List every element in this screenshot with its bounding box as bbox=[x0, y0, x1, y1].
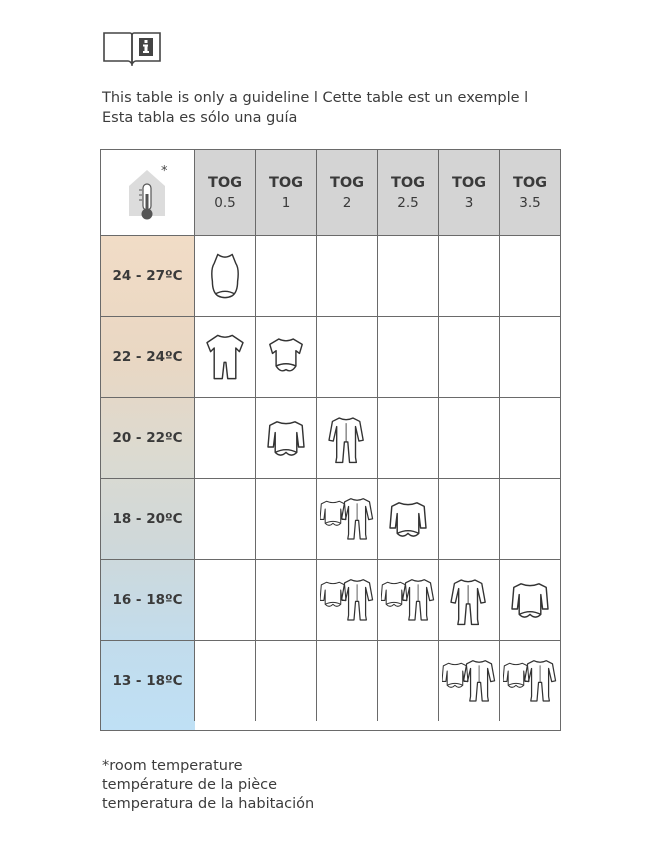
table-cell bbox=[378, 317, 439, 398]
table-cell bbox=[256, 479, 317, 560]
bodysuit-and-sleepsuit-icon bbox=[381, 573, 435, 627]
intro-line-1: This table is only a guideline l Cette table est un exemple l bbox=[102, 90, 529, 106]
table-cell bbox=[439, 560, 500, 641]
table-cell bbox=[317, 236, 378, 317]
house-thermometer-icon bbox=[125, 164, 169, 224]
short-sleeve-bodysuit-icon bbox=[259, 330, 313, 384]
table-cell bbox=[195, 560, 256, 641]
column-header-value: 1 bbox=[281, 194, 291, 211]
column-header-label: TOG bbox=[329, 174, 365, 191]
table-cell bbox=[378, 641, 439, 721]
column-header-3 bbox=[378, 150, 439, 236]
table-cell bbox=[256, 236, 317, 317]
table-cell bbox=[439, 236, 500, 317]
tog-guide-table bbox=[100, 149, 561, 731]
temperature-range-label: 16 - 18ºC bbox=[101, 560, 195, 641]
temperature-range-label: 13 - 18ºC bbox=[101, 641, 195, 721]
temperature-range-label: 24 - 27ºC bbox=[101, 236, 195, 317]
footed-sleepsuit-icon bbox=[320, 411, 374, 465]
sleeveless-bodysuit-icon bbox=[198, 249, 252, 303]
table-cell bbox=[500, 641, 560, 721]
table-cell bbox=[378, 560, 439, 641]
column-header-label: TOG bbox=[268, 174, 304, 191]
table-cell bbox=[256, 317, 317, 398]
column-header-label: TOG bbox=[512, 174, 548, 191]
column-header-value: 3 bbox=[464, 194, 474, 211]
table-cell bbox=[439, 641, 500, 721]
column-header-1 bbox=[256, 150, 317, 236]
table-cell bbox=[317, 641, 378, 721]
table-cell bbox=[317, 479, 378, 560]
table-cell bbox=[317, 317, 378, 398]
corner-cell bbox=[101, 150, 195, 236]
bodysuit-and-sleepsuit-icon bbox=[442, 654, 496, 708]
column-header-value: 2.5 bbox=[397, 194, 419, 211]
intro-line-2: Esta tabla es sólo una guía bbox=[102, 110, 298, 126]
column-header-4 bbox=[439, 150, 500, 236]
footnote bbox=[102, 757, 314, 814]
table-cell bbox=[195, 317, 256, 398]
temperature-range-label: 20 - 22ºC bbox=[101, 398, 195, 479]
table-cell bbox=[500, 560, 560, 641]
intro-text bbox=[102, 88, 622, 128]
temperature-range-label: 22 - 24ºC bbox=[101, 317, 195, 398]
footed-sleepsuit-icon bbox=[442, 573, 496, 627]
column-header-value: 3.5 bbox=[519, 194, 541, 211]
info-manual-icon bbox=[102, 30, 162, 66]
table-cell bbox=[256, 641, 317, 721]
table-cell bbox=[256, 560, 317, 641]
table-cell bbox=[439, 398, 500, 479]
table-cell bbox=[317, 560, 378, 641]
column-header-value: 2 bbox=[342, 194, 352, 211]
table-cell bbox=[378, 479, 439, 560]
column-header-label: TOG bbox=[451, 174, 487, 191]
table-cell bbox=[500, 317, 560, 398]
footnote-line-3: temperatura de la habitación bbox=[102, 796, 315, 812]
table-cell bbox=[256, 398, 317, 479]
column-header-2 bbox=[317, 150, 378, 236]
column-header-5 bbox=[500, 150, 560, 236]
column-header-label: TOG bbox=[390, 174, 426, 191]
bodysuit-and-sleepsuit-icon bbox=[320, 573, 374, 627]
footnote-line-1: *room temperature bbox=[102, 758, 243, 774]
footnote-line-2: température de la pièce bbox=[102, 777, 278, 793]
table-cell bbox=[439, 317, 500, 398]
table-cell bbox=[500, 479, 560, 560]
table-cell bbox=[317, 398, 378, 479]
long-sleeve-bodysuit-icon bbox=[381, 492, 435, 546]
long-sleeve-bodysuit-icon bbox=[259, 411, 313, 465]
table-cell bbox=[500, 398, 560, 479]
column-header-label: TOG bbox=[207, 174, 243, 191]
long-sleeve-bodysuit-icon bbox=[503, 573, 557, 627]
short-romper-icon bbox=[198, 330, 252, 384]
bodysuit-and-sleepsuit-icon bbox=[320, 492, 374, 546]
table-cell bbox=[378, 398, 439, 479]
table-cell bbox=[500, 236, 560, 317]
table-cell bbox=[195, 398, 256, 479]
column-header-0 bbox=[195, 150, 256, 236]
table-cell bbox=[195, 479, 256, 560]
table-cell bbox=[439, 479, 500, 560]
table-cell bbox=[195, 641, 256, 721]
bodysuit-and-sleepsuit-icon bbox=[503, 654, 557, 708]
temperature-range-label: 18 - 20ºC bbox=[101, 479, 195, 560]
column-header-value: 0.5 bbox=[214, 194, 236, 211]
table-cell bbox=[378, 236, 439, 317]
corner-asterisk: * bbox=[161, 164, 168, 179]
table-cell bbox=[195, 236, 256, 317]
